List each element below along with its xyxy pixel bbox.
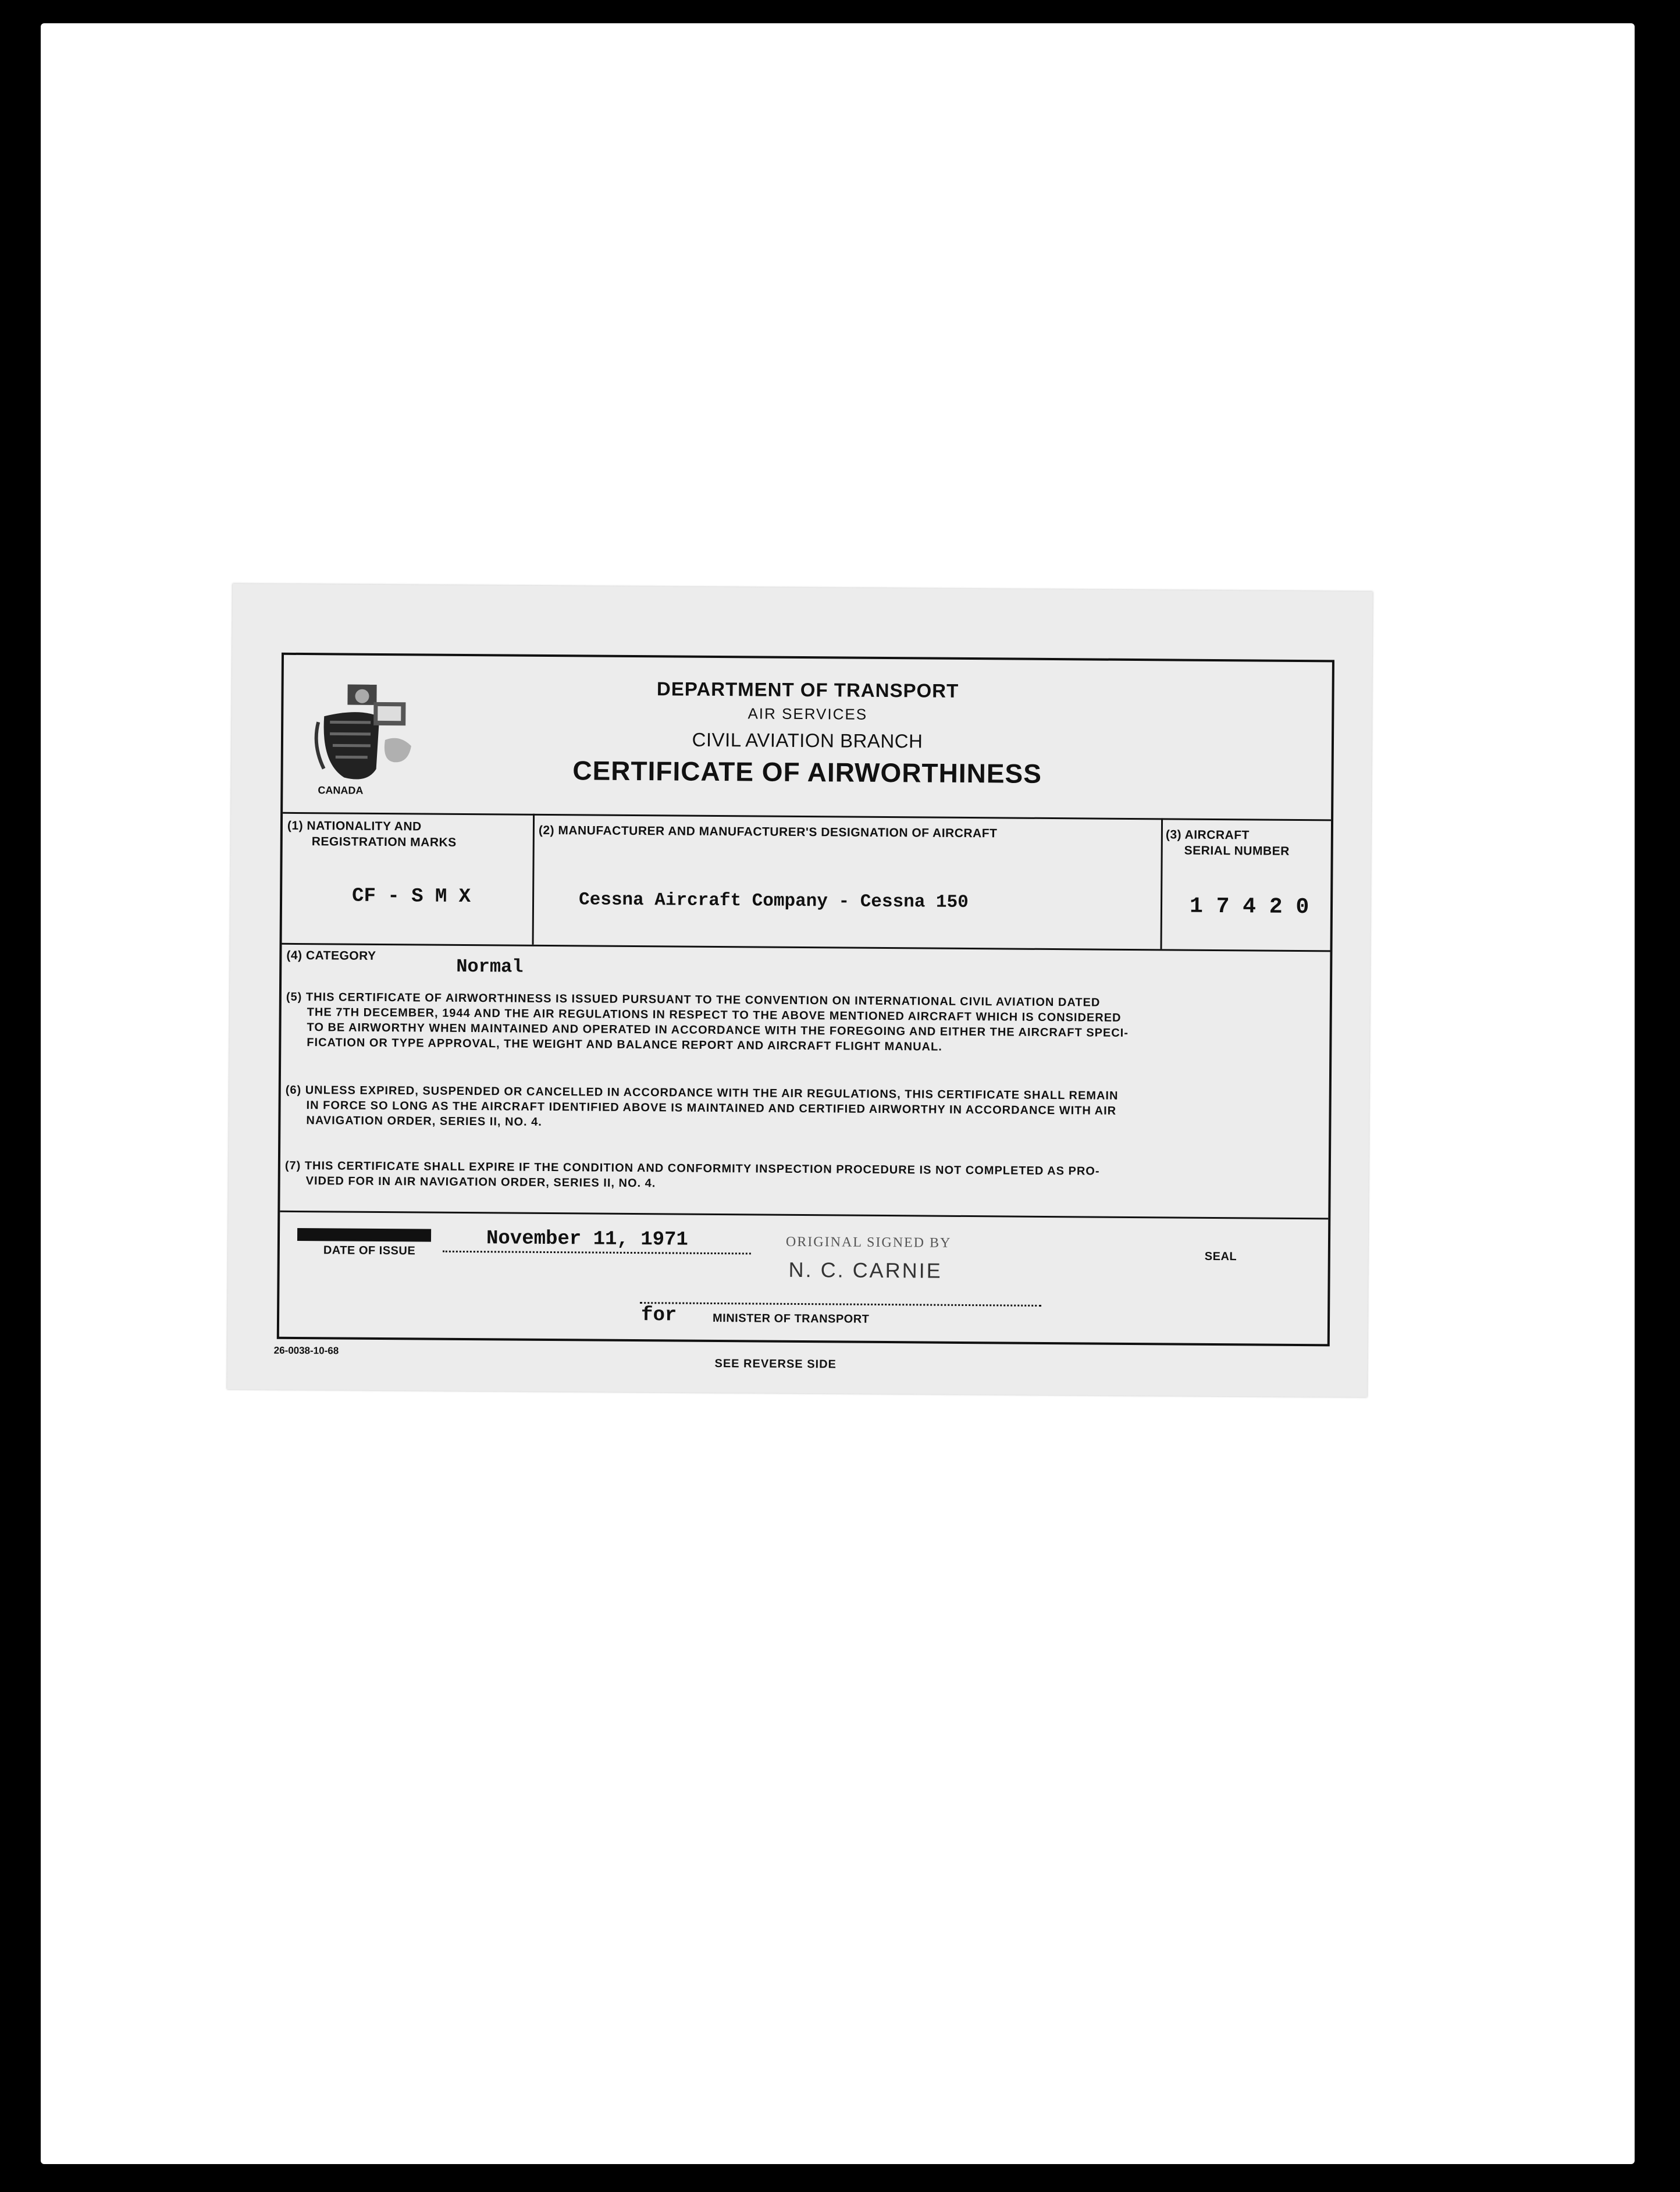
divider [282,943,1330,952]
manufacturer-label: (2) MANUFACTURER AND MANUFACTURER'S DESIGNATION OF AIRCRAFT [538,823,998,841]
original-signed-stamp: ORIGINAL SIGNED BY [785,1234,952,1251]
registration-marks-value: CF - S M X [351,885,471,909]
department-heading: DEPARTMENT OF TRANSPORT [656,678,959,702]
signatory-name: N. C. CARNIE [788,1257,942,1283]
service-heading: AIR SERVICES [748,704,868,723]
paragraph-5 [286,990,1327,1057]
divider [283,812,1331,821]
para5-line: FICATION OR TYPE APPROVAL, THE WEIGHT AND BALANCE REPORT AND AIRCRAFT FLIGHT MANUAL. [307,1036,942,1054]
see-reverse-side: SEE REVERSE SIDE [714,1357,837,1371]
date-of-issue-label: DATE OF ISSUE [323,1244,416,1258]
certificate-frame [277,653,1334,1347]
para5-line: (5) THIS CERTIFICATE OF AIRWORTHINESS IS ISSUED PURSUANT TO THE CONVENTION ON INTERNATIONAL CIVIL AVIATION DATED [286,990,1101,1009]
category-value: Normal [456,955,524,978]
para6-line: (6) UNLESS EXPIRED, SUSPENDED OR CANCELLED IN ACCORDANCE WITH THE AIR REGULATIONS, THIS CERTIFICATE SHALL REMAIN [285,1083,1119,1102]
date-dotted-line [443,1251,751,1255]
certificate-document [227,583,1373,1397]
category-label: (4) CATEGORY [286,948,376,963]
para7-line: VIDED FOR IN AIR NAVIGATION ORDER, SERIES II, NO. 4. [305,1175,656,1190]
para6-line: NAVIGATION ORDER, SERIES II, NO. 4. [306,1114,542,1129]
serial-number-value: 1 7 4 2 0 [1189,894,1309,920]
date-of-issue-value: November 11, 1971 [486,1227,688,1251]
minister-label: MINISTER OF TRANSPORT [712,1311,870,1326]
seal-label: SEAL [1204,1250,1237,1264]
para6-line: IN FORCE SO LONG AS THE AIRCRAFT IDENTIFIED ABOVE IS MAINTAINED AND CERTIFIED AIRWORTHY IN ACCORDANCE WITH AIR [306,1099,1117,1118]
para5-line: TO BE AIRWORTHY WHEN MAINTAINED AND OPERATED IN ACCORDANCE WITH THE FOREGOING AND EITHER THE AIRCRAFT SPECI- [307,1021,1129,1040]
branch-heading: CIVIL AVIATION BRANCH [692,728,923,752]
para7-line: (7) THIS CERTIFICATE SHALL EXPIRE IF THE CONDITION AND CONFORMITY INSPECTION PROCEDURE IS NOT COMPLETED AS PRO- [284,1159,1100,1178]
form-number: 26-0038-10-68 [273,1344,339,1357]
crest-caption: CANADA [318,784,364,796]
divider [280,1211,1328,1220]
serial-label-line1: (3) AIRCRAFT [1165,828,1250,842]
column-divider [1161,818,1163,949]
nationality-label-line1: (1) NATIONALITY AND [287,819,422,834]
paragraph-7 [285,1158,1326,1195]
certificate-title: CERTIFICATE OF AIRWORTHINESS [572,755,1042,789]
paragraph-6 [285,1083,1327,1135]
redaction-bar [297,1228,431,1242]
column-divider [532,814,535,945]
signature-dotted-line [640,1302,1041,1307]
nationality-label-line2: REGISTRATION MARKS [311,835,457,849]
for-text: for [640,1304,677,1327]
para5-line: THE 7TH DECEMBER, 1944 AND THE AIR REGULATIONS IN RESPECT TO THE ABOVE MENTIONED AIRCRAFT WHICH IS CONSIDERED [307,1006,1122,1024]
serial-label-line2: SERIAL NUMBER [1184,844,1290,858]
manufacturer-value: Cessna Aircraft Company - Cessna 150 [578,889,969,913]
